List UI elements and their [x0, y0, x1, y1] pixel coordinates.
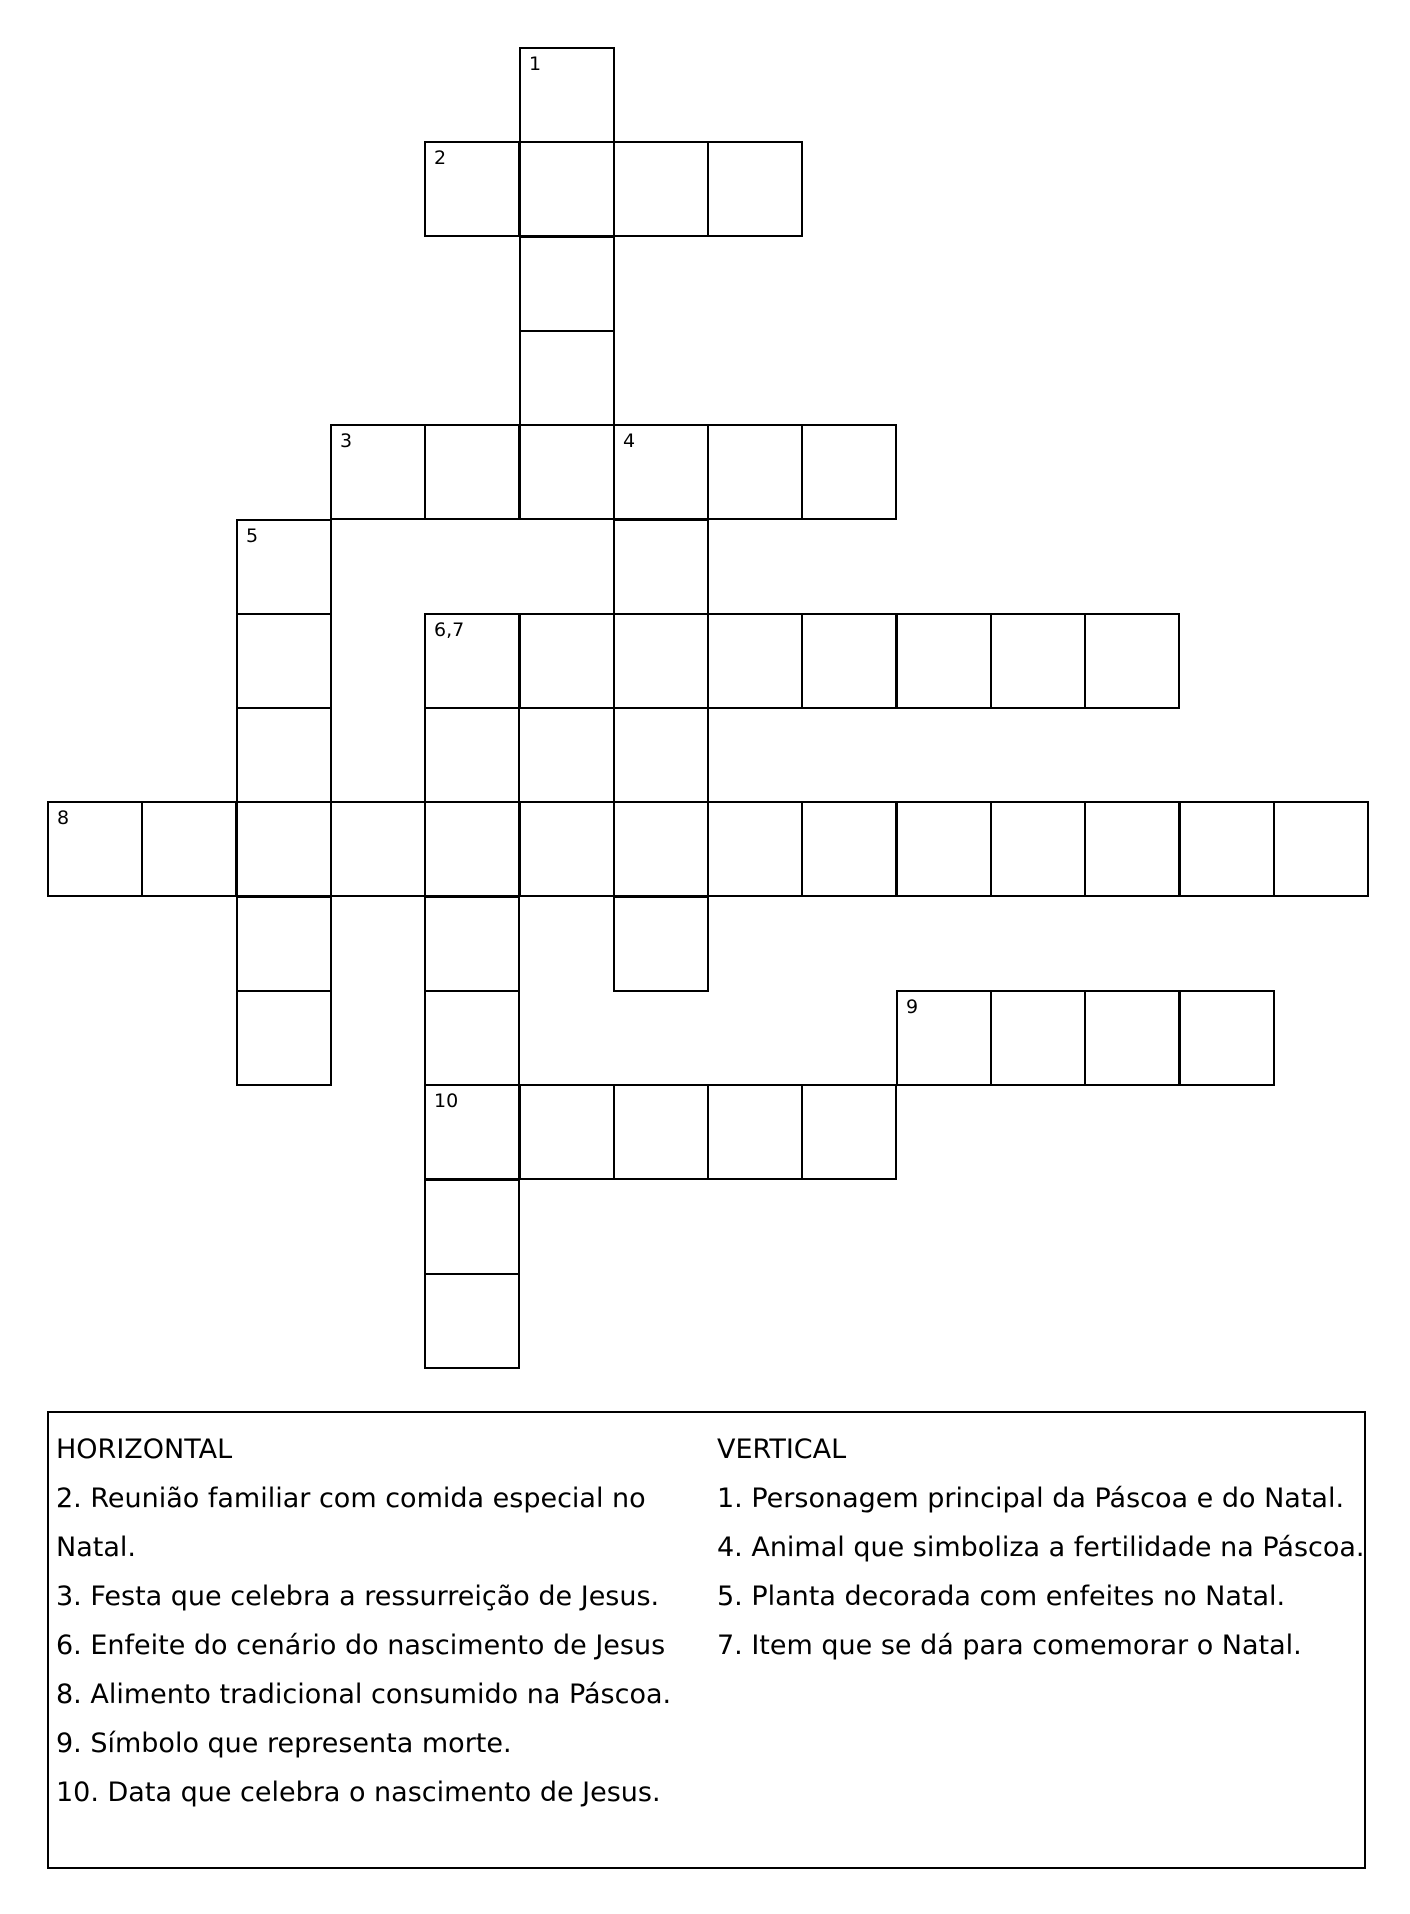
- grid-cell[interactable]: [519, 801, 615, 897]
- clue-number: 2: [434, 147, 447, 169]
- grid-cell[interactable]: [613, 141, 709, 237]
- grid-cell[interactable]: [424, 1179, 520, 1275]
- horizontal-clue-line: Natal.: [56, 1532, 136, 1563]
- grid-cell[interactable]: [707, 141, 803, 237]
- horizontal-clue-line: 9. Símbolo que representa morte.: [56, 1728, 512, 1759]
- grid-cell[interactable]: [707, 1084, 803, 1180]
- clue-number: 4: [623, 430, 636, 452]
- grid-cell[interactable]: [424, 1273, 520, 1369]
- grid-cell[interactable]: [896, 990, 992, 1086]
- vertical-clues: [717, 1425, 1365, 1670]
- horizontal-clues: [56, 1425, 696, 1817]
- grid-cell[interactable]: [236, 519, 332, 615]
- grid-cell[interactable]: [236, 707, 332, 803]
- clue-number: 5: [246, 525, 259, 547]
- grid-cell[interactable]: [519, 1084, 615, 1180]
- clue-number: 10: [434, 1090, 459, 1112]
- grid-cell[interactable]: [519, 613, 615, 709]
- grid-cell[interactable]: [801, 424, 897, 520]
- grid-cell[interactable]: [613, 424, 709, 520]
- grid-cell[interactable]: [613, 801, 709, 897]
- vertical-clue-line: 1. Personagem principal da Páscoa e do Natal.: [717, 1483, 1345, 1514]
- grid-cell[interactable]: [613, 519, 709, 615]
- grid-cell[interactable]: [896, 801, 992, 897]
- grid-cell[interactable]: [707, 613, 803, 709]
- grid-cell[interactable]: [896, 613, 992, 709]
- vertical-clue-line: 4. Animal que simboliza a fertilidade na Páscoa.: [717, 1532, 1365, 1563]
- grid-cell[interactable]: [707, 424, 803, 520]
- grid-cell[interactable]: [613, 1084, 709, 1180]
- horizontal-clue-line: 8. Alimento tradicional consumido na Páscoa.: [56, 1679, 672, 1710]
- grid-cell[interactable]: [236, 613, 332, 709]
- grid-cell[interactable]: [519, 141, 615, 237]
- grid-cell[interactable]: [1179, 990, 1275, 1086]
- grid-cell[interactable]: [519, 47, 615, 143]
- clues-box: [47, 1411, 1366, 1869]
- grid-cell[interactable]: [613, 896, 709, 992]
- horizontal-clue-line: 2. Reunião familiar com comida especial no: [56, 1483, 646, 1514]
- grid-cell[interactable]: [424, 801, 520, 897]
- clue-number: 9: [906, 996, 919, 1018]
- grid-cell[interactable]: [236, 896, 332, 992]
- clue-number: 1: [529, 53, 542, 75]
- grid-cell[interactable]: [519, 236, 615, 332]
- clue-number: 6,7: [434, 619, 465, 641]
- clue-number: 3: [340, 430, 353, 452]
- horizontal-clue-line: 3. Festa que celebra a ressurreição de Jesus.: [56, 1581, 660, 1612]
- grid-cell[interactable]: [707, 801, 803, 897]
- clue-number: 8: [57, 807, 70, 829]
- grid-cell[interactable]: [801, 801, 897, 897]
- grid-cell[interactable]: [1084, 613, 1180, 709]
- vertical-clue-line: 5. Planta decorada com enfeites no Natal.: [717, 1581, 1286, 1612]
- grid-cell[interactable]: [424, 707, 520, 803]
- grid-cell[interactable]: [1084, 990, 1180, 1086]
- grid-cell[interactable]: [613, 707, 709, 803]
- grid-cell[interactable]: [236, 990, 332, 1086]
- grid-cell[interactable]: [519, 330, 615, 426]
- grid-cell[interactable]: [990, 613, 1086, 709]
- grid-cell[interactable]: [519, 424, 615, 520]
- grid-cell[interactable]: [141, 801, 237, 897]
- grid-cell[interactable]: [424, 1084, 520, 1180]
- grid-cell[interactable]: [424, 990, 520, 1086]
- vertical-heading: VERTICAL: [717, 1434, 847, 1465]
- grid-cell[interactable]: [1084, 801, 1180, 897]
- grid-cell[interactable]: [236, 801, 332, 897]
- grid-cell[interactable]: [990, 801, 1086, 897]
- grid-cell[interactable]: [990, 990, 1086, 1086]
- grid-cell[interactable]: [47, 801, 143, 897]
- grid-cell[interactable]: [613, 613, 709, 709]
- horizontal-clue-line: 6. Enfeite do cenário do nascimento de Jesus: [56, 1630, 666, 1661]
- grid-cell[interactable]: [1179, 801, 1275, 897]
- grid-cell[interactable]: [424, 141, 520, 237]
- grid-cell[interactable]: [330, 801, 426, 897]
- grid-cell[interactable]: [1273, 801, 1369, 897]
- grid-cell[interactable]: [424, 424, 520, 520]
- grid-cell[interactable]: [801, 613, 897, 709]
- grid-cell[interactable]: [801, 1084, 897, 1180]
- grid-cell[interactable]: [330, 424, 426, 520]
- grid-cell[interactable]: [424, 613, 520, 709]
- horizontal-heading: HORIZONTAL: [56, 1434, 233, 1465]
- grid-cell[interactable]: [424, 896, 520, 992]
- horizontal-clue-line: 10. Data que celebra o nascimento de Jesus.: [56, 1777, 661, 1808]
- vertical-clue-line: 7. Item que se dá para comemorar o Natal.: [717, 1630, 1302, 1661]
